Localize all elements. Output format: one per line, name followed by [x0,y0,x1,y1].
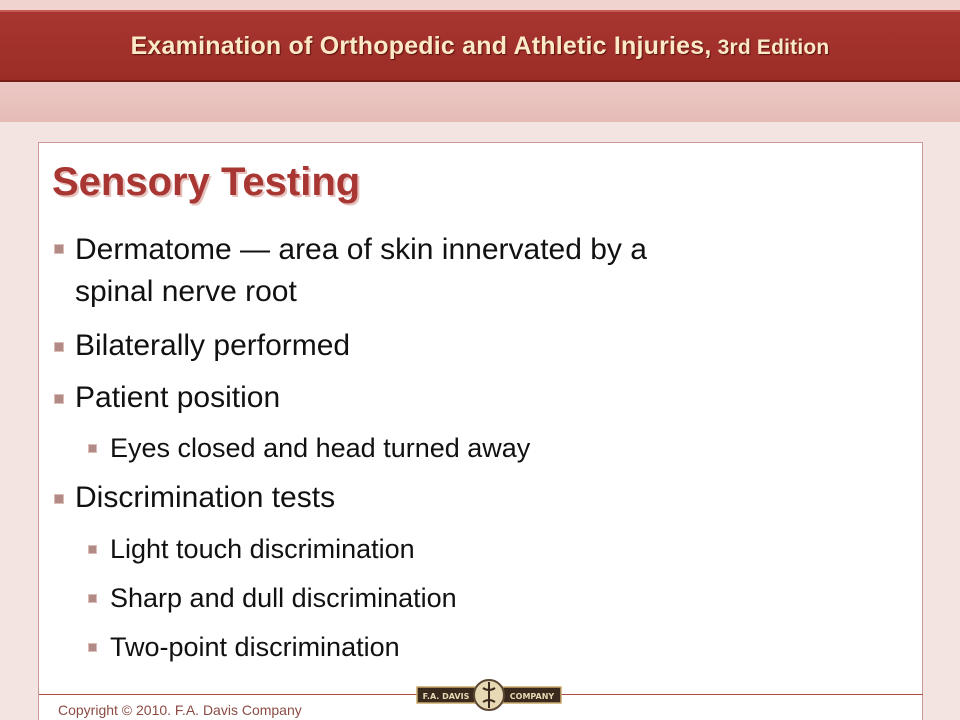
bullet-item: Bilaterally performed [75,329,351,362]
logo-text-left: F.A. DAVIS [422,692,470,701]
content-panel [38,142,923,720]
logo-text-right: COMPANY [509,692,555,701]
sub-bullet-item: Two-point discrimination [110,632,400,662]
bullet-item-continuation: spinal nerve root [75,275,297,308]
sub-bullet-item: Eyes closed and head turned away [110,433,531,463]
header-sub-band [0,82,960,122]
header-banner [0,10,960,82]
book-title-edition: 3rd Edition [711,36,830,59]
bullet-item: Patient position [75,381,281,414]
sub-bullet-item: Light touch discrimination [110,534,415,564]
fa-davis-logo [415,678,563,712]
slide-title: Sensory Testing [52,160,361,204]
book-title [0,32,960,61]
sub-bullet-item: Sharp and dull discrimination [110,583,457,613]
book-title-main: Examination of Orthopedic and Athletic Injuries, [130,32,712,60]
copyright-text: Copyright © 2010. F.A. Davis Company [58,702,302,718]
bullet-item: Discrimination tests [75,481,336,514]
top-strip [0,0,960,10]
bullet-item: Dermatome — area of skin innervated by a [75,233,647,266]
